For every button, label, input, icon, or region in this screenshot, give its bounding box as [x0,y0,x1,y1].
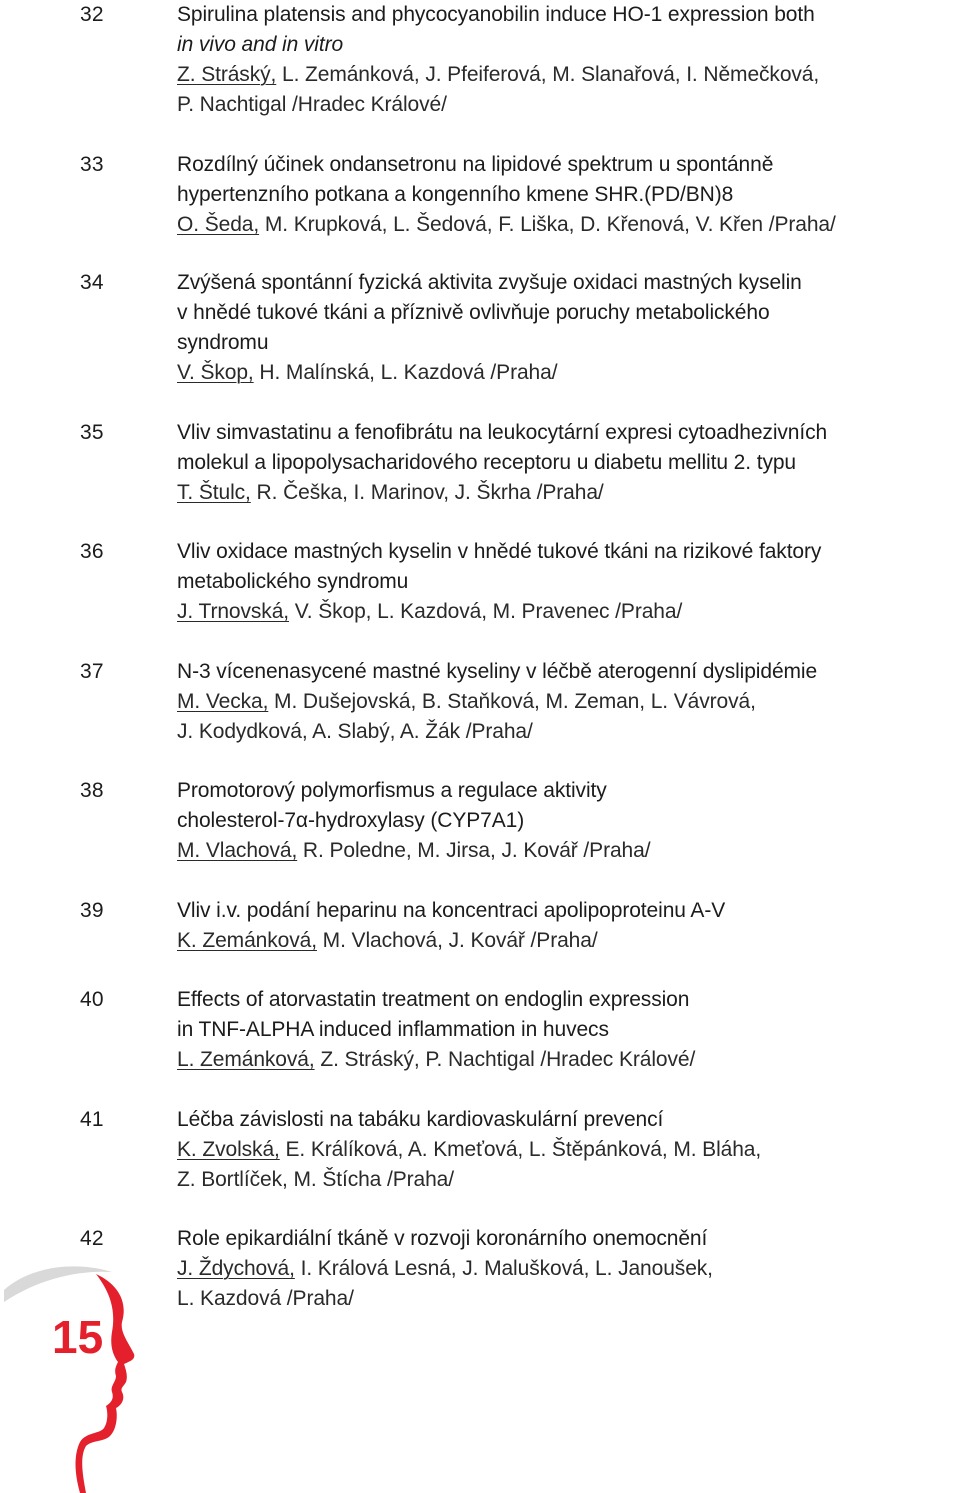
face-profile-outline [76,1274,135,1493]
presenting-author: M. Vecka, [177,690,269,713]
presenting-author: J. Trnovská, [177,600,290,623]
abstract-title-line: metabolického syndromu [177,570,409,593]
abstract-title-line: molekul a lipopolysacharidového receptoru u diabetu mellitu 2. typu [177,451,797,474]
presenting-author: V. Škop, [177,361,254,384]
page-number: 15 [52,1311,104,1363]
abstract-title-line: Zvýšená spontánní fyzická aktivita zvyšuje oxidaci mastných kyselin [177,271,802,294]
abstract-body [177,418,959,508]
abstract-number: 42 [80,1227,104,1250]
abstract-title-line: in vivo and in vitro [177,33,344,56]
presenting-author: M. Vlachová, [177,839,298,862]
abstract-body [177,1105,959,1195]
co-authors: L. Zemánková, J. Pfeiferová, M. Slanařová, I. Němečková, [276,63,820,86]
abstract-title-line: Vliv simvastatinu a fenofibrátu na leukocytární expresi cytoadhezivních [177,421,828,444]
abstract-number: 40 [80,988,104,1011]
abstract-title-line: syndromu [177,331,269,354]
abstract-title-line: Rozdílný účinek ondansetronu na lipidové spektrum u spontánně [177,153,774,176]
co-authors: V. Škop, L. Kazdová, M. Pravenec /Praha/ [289,600,683,623]
abstract-body [177,150,959,240]
co-authors: P. Nachtigal /Hradec Králové/ [177,93,447,116]
abstract-body [177,537,959,627]
author-line [177,60,959,90]
author-line [177,358,959,388]
co-authors: M. Krupková, L. Šedová, F. Liška, D. Křenová, V. Křen /Praha/ [259,213,836,236]
co-authors: Z. Bortlíček, M. Štícha /Praha/ [177,1168,454,1191]
presenting-author: J. Ždychová, [177,1257,295,1280]
abstract-title-line: Promotorový polymorfismus a regulace aktivity [177,779,607,802]
author-line [177,210,959,240]
author-line [177,1254,959,1284]
abstract-title-line: in TNF-ALPHA induced inflammation in huvecs [177,1018,609,1041]
author-line [177,687,959,717]
abstract-body [177,657,959,747]
co-authors: E. Králíková, A. Kmeťová, L. Štěpánková, M. Bláha, [279,1138,762,1161]
abstract-body [177,268,959,388]
abstract-number: 35 [80,421,104,444]
abstract-body [177,896,959,956]
abstract-title-line: Vliv i.v. podání heparinu na koncentraci apolipoproteinu A-V [177,899,726,922]
author-line [177,597,959,627]
author-line [177,926,959,956]
abstract-body [177,985,959,1075]
co-authors: M. Vlachová, J. Kovář /Praha/ [316,929,598,952]
presenting-author: K. Zvolská, [177,1138,280,1161]
abstract-number: 32 [80,3,104,26]
abstract-number: 39 [80,899,104,922]
co-authors: I. Králová Lesná, J. Malušková, L. Janoušek, [294,1257,713,1280]
author-line [177,717,959,747]
abstract-body [177,0,959,120]
abstract-title-line: hypertenzního potkana a kongenního kmene SHR.(PD/BN)8 [177,183,734,206]
co-authors: H. Malínská, L. Kazdová /Praha/ [253,361,558,384]
author-line [177,1284,959,1314]
co-authors: R. Poledne, M. Jirsa, J. Kovář /Praha/ [297,839,651,862]
abstract-number: 34 [80,271,104,294]
abstract-title-line: Effects of atorvastatin treatment on endoglin expression [177,988,690,1011]
abstract-title-line: Vliv oxidace mastných kyselin v hnědé tukové tkáni na rizikové faktory [177,540,822,563]
co-authors: L. Kazdová /Praha/ [177,1287,354,1310]
author-line [177,1045,959,1075]
co-authors: M. Dušejovská, B. Staňková, M. Zeman, L. Vávrová, [268,690,756,713]
abstract-number: 38 [80,779,104,802]
abstract-number: 33 [80,153,104,176]
author-line [177,478,959,508]
swoosh-light [4,1266,112,1302]
co-authors: R. Češka, I. Marinov, J. Škrha /Praha/ [250,481,604,504]
abstract-title-line: Spirulina platensis and phycocyanobilin induce HO-1 expression both [177,3,815,26]
presenting-author: K. Zemánková, [177,929,317,952]
abstract-title-line: cholesterol-7α-hydroxylasy (CYP7A1) [177,809,525,832]
author-line [177,1165,959,1195]
abstract-number: 41 [80,1108,104,1131]
abstract-title-line: v hnědé tukové tkáni a příznivě ovlivňuje poruchy metabolického [177,301,770,324]
abstract-title-line: N-3 vícenenasycené mastné kyseliny v léčbě aterogenní dyslipidémie [177,660,818,683]
abstract-number: 36 [80,540,104,563]
author-line [177,836,959,866]
abstract-number: 37 [80,660,104,683]
author-line [177,1135,959,1165]
author-line [177,90,959,120]
abstract-body [177,1224,959,1314]
co-authors: Z. Stráský, P. Nachtigal /Hradec Králové/ [314,1048,696,1071]
congress-profile-logo [0,1250,160,1493]
abstract-title-line: Léčba závislosti na tabáku kardiovaskulární prevencí [177,1108,664,1131]
presenting-author: O. Šeda, [177,213,260,236]
presenting-author: L. Zemánková, [177,1048,315,1071]
co-authors: J. Kodydková, A. Slabý, A. Žák /Praha/ [177,720,533,743]
abstract-body [177,776,959,866]
presenting-author: Z. Stráský, [177,63,277,86]
presenting-author: T. Štulc, [177,481,251,504]
abstract-title-line: Role epikardiální tkáně v rozvoji koronárního onemocnění [177,1227,708,1250]
